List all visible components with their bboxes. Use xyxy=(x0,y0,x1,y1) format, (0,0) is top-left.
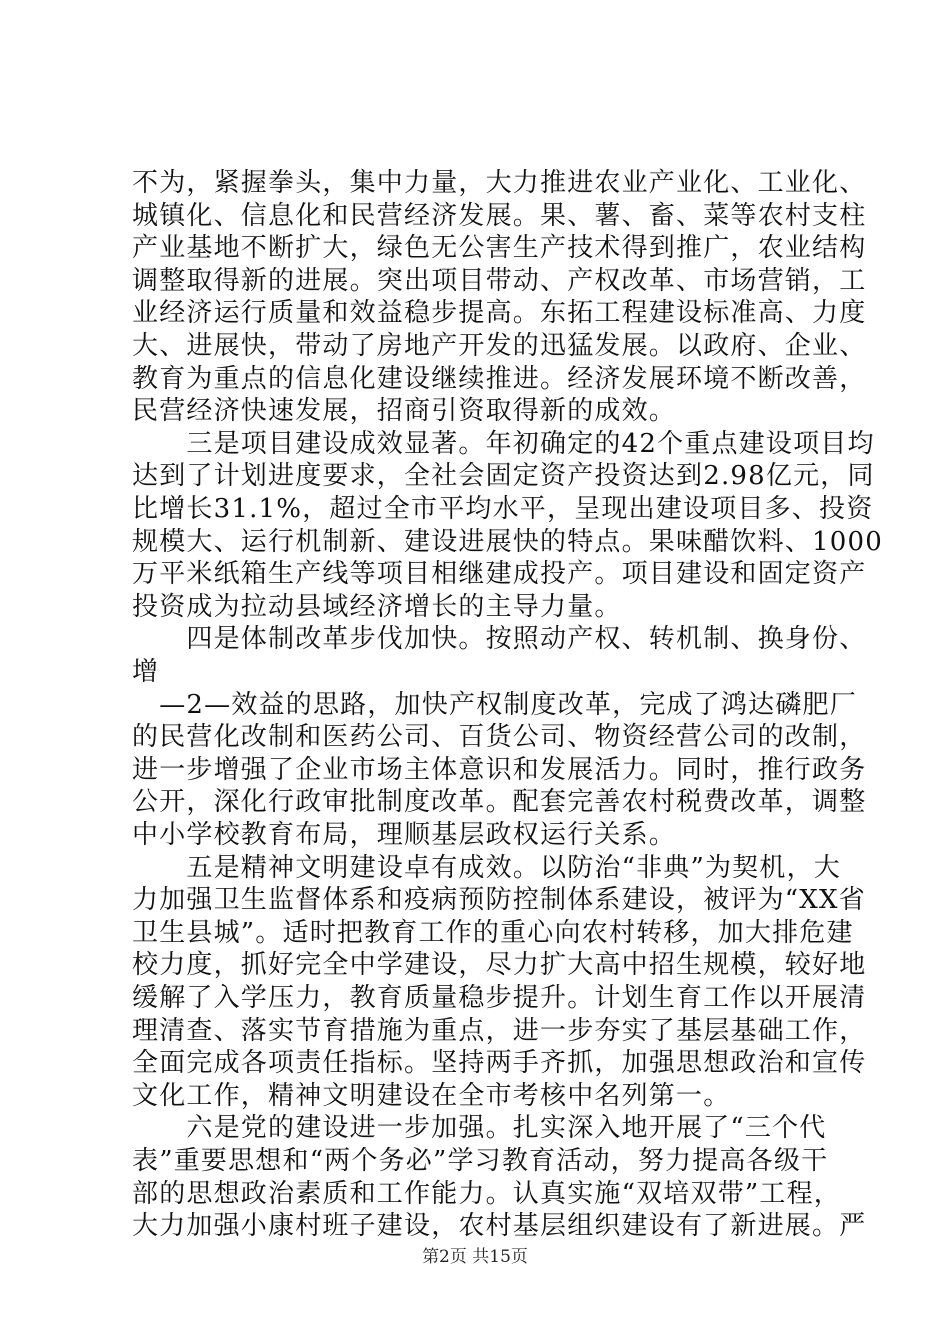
text-line: 缓解了入学压力，教育质量稳步提升。计划生育工作以开展清 xyxy=(132,983,867,1013)
text-line: 理清查、落实节育措施为重点，进一步夯实了基层基础工作， xyxy=(132,1015,867,1046)
text-line: 力加强卫生监督体系和疫病预防控制体系建设，被评为“XX省 xyxy=(132,885,866,916)
text-line: 业经济运行质量和效益稳步提高。东拓工程建设标准高、力度 xyxy=(132,298,867,329)
text-line: 达到了计划进度要求，全社会固定资产投资达到2.98亿元，同 xyxy=(132,461,875,492)
text-line: 文化工作，精神文明建设在全市考核中名列第一。 xyxy=(132,1080,731,1111)
text-line: 全面完成各项责任指标。坚持两手齐抓，加强思想政治和宣传 xyxy=(132,1048,867,1079)
page-footer: 第2页 共15页 xyxy=(422,1247,528,1267)
text-line: 表”重要思想和“两个务必”学习教育活动，努力提高各级干 xyxy=(132,1146,829,1176)
text-line: 万平米纸箱生产线等项目相继建成投产。项目建设和固定资产 xyxy=(132,559,867,590)
text-line: 产业基地不断扩大，绿色无公害生产技术得到推广，农业结构 xyxy=(132,233,867,264)
text-line: 的民营化改制和医药公司、百货公司、物资经营公司的改制， xyxy=(132,722,867,753)
text-line: 五是精神文明建设卓有成效。以防治“非典”为契机，大 xyxy=(132,852,841,883)
text-line: 比增长31.1%，超过全市平均水平，呈现出建设项目多、投资 xyxy=(132,494,874,524)
text-line: 六是党的建设进一步加强。扎实深入地开展了“三个代 xyxy=(132,1113,827,1144)
text-line: 城镇化、信息化和民营经济发展。果、薯、畜、菜等农村支柱 xyxy=(132,200,867,231)
text-line: 部的思想政治素质和工作能力。认真实施“双培双带”工程， xyxy=(132,1178,841,1209)
text-line: 民营经济快速发展，招商引资取得新的成效。 xyxy=(132,396,677,427)
text-line: 公开，深化行政审批制度改革。配套完善农村税费改革，调整 xyxy=(132,787,867,818)
text-line: 大力加强小康村班子建设，农村基层组织建设有了新进展。严 xyxy=(132,1211,867,1242)
text-line: 中小学校教育布局，理顺基层政权运行关系。 xyxy=(132,820,677,850)
text-line: 大、进展快，带动了房地产开发的迅猛发展。以政府、企业、 xyxy=(132,331,867,361)
text-line: —2—效益的思路，加快产权制度改革，完成了鸿达磷肥厂 xyxy=(132,689,857,720)
text-line: 校力度，抓好完全中学建设，尽力扩大高中招生规模，较好地 xyxy=(132,950,867,981)
text-line: 不为，紧握拳头，集中力量，大力推进农业产业化、工业化、 xyxy=(132,168,867,198)
text-line: 调整取得新的进展。突出项目带动、产权改革、市场营销，工 xyxy=(132,265,867,296)
text-line: 规模大、运行机制新、建设进展快的特点。果味醋饮料、1000 xyxy=(132,526,883,557)
text-line: 三是项目建设成效显著。年初确定的42个重点建设项目均 xyxy=(132,428,875,459)
text-line: 四是体制改革步伐加快。按照动产权、转机制、换身份、 xyxy=(132,624,867,655)
text-line: 增 xyxy=(132,657,160,687)
text-line: 进一步增强了企业市场主体意识和发展活力。同时，推行政务 xyxy=(132,754,867,785)
text-line: 卫生县城”。适时把教育工作的重心向农村转移，加大排危建 xyxy=(132,917,854,948)
text-line: 教育为重点的信息化建设继续推进。经济发展环境不断改善， xyxy=(132,363,867,394)
text-line: 投资成为拉动县域经济增长的主导力量。 xyxy=(132,591,622,622)
